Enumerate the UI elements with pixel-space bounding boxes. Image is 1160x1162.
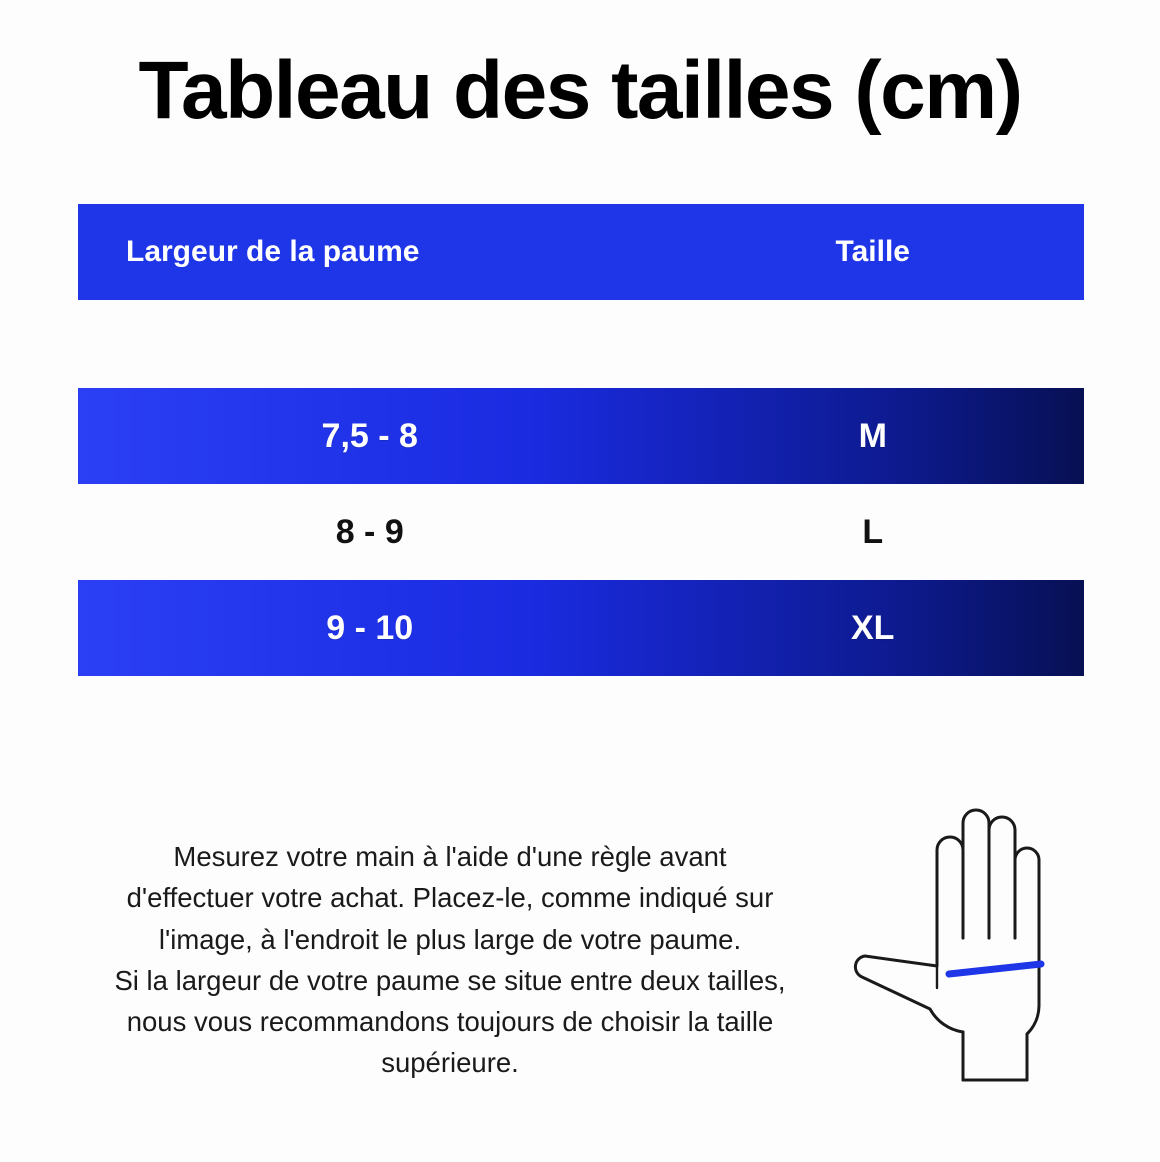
cell-palm-width: 8 - 9 [335,512,404,551]
table-row [78,580,1084,676]
instruction-line-3: l'image, à l'endroit le plus large de votre paume. [158,923,742,955]
column-header-palm-width: Largeur de la paume [126,235,420,268]
measurement-instructions [30,836,870,1084]
measure-line [949,964,1041,974]
page-title: Tableau des tailles (cm) [138,45,1022,136]
hand-illustration [845,788,1145,1098]
instruction-line-6: supérieure. [381,1047,519,1079]
instruction-line-5: nous vous recommandons toujours de choisir la taille [126,1006,774,1037]
cell-size: XL [851,608,895,647]
instruction-line-2: d'effectuer votre achat. Placez-le, comme indiqué sur [126,882,774,914]
hand-icon [845,788,1145,1098]
cell-size: L [862,512,884,551]
cell-palm-width: 7,5 - 8 [321,416,418,455]
column-header-size: Taille [835,235,910,268]
table-gap [78,300,1084,388]
cell-palm-width: 9 - 10 [326,608,414,647]
instruction-line-4: Si la largeur de votre paume se situe entre deux tailles, [114,964,786,996]
table-header-row [78,204,1084,300]
cell-size: M [858,416,887,455]
table-row [78,388,1084,484]
table-row [78,484,1084,580]
size-table [78,204,1084,676]
instruction-line-1: Mesurez votre main à l'aide d'une règle avant [173,841,727,872]
